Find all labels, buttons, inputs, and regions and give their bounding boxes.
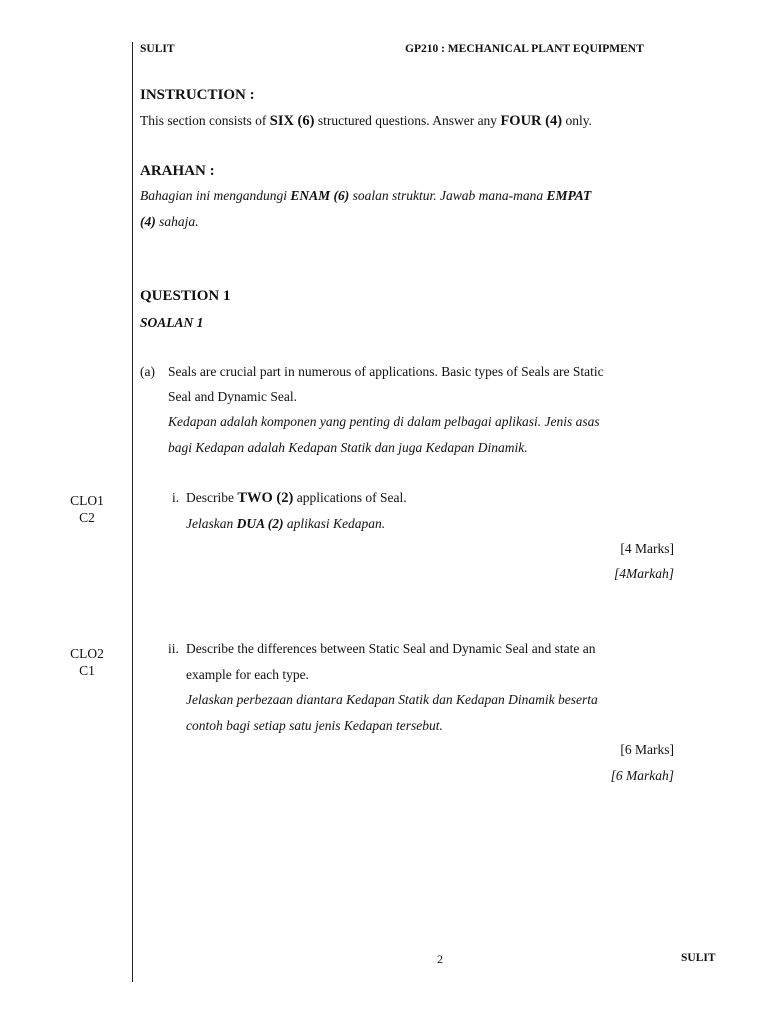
arahan-heading: ARAHAN : [140,163,215,179]
sub-ii-line-2: example for each type. [186,667,309,682]
sub-i-ms-text [186,516,385,532]
arahan-text-part: Bahagian ini mengandungi [140,188,291,203]
sub-i-text-part: applications of Seal. [293,490,407,505]
arahan-four-number: (4) [140,214,156,229]
arahan-line-2 [140,214,199,230]
arahan-text-part: sahaja. [155,214,199,229]
sub-ii-label: ii. [168,641,179,656]
question-title: QUESTION 1 [140,288,231,304]
sub-i-markah: [4Markah] [614,566,674,581]
part-a-line-1: Seals are crucial part in numerous of applications. Basic types of Seals are Static [168,364,604,379]
sub-i-two: TWO (2) [237,490,294,506]
clo-tag-i [57,492,117,526]
cognitive-level: C2 [79,510,95,525]
sub-i-ms-part: Jelaskan [186,516,237,531]
footer-confidential-label: SULIT [681,952,716,964]
sub-i-text [186,490,407,507]
header-course-title: GP210 : MECHANICAL PLANT EQUIPMENT [405,43,644,55]
clo-tag-ii [57,645,117,679]
instruction-text-part: only. [562,113,592,128]
arahan-text-part: soalan struktur. Jawab mana-mana [349,188,547,203]
sub-ii-ms-line-2: contoh bagi setiap satu jenis Kedapan tersebut. [186,718,443,733]
sub-i-text-part: Describe [186,490,238,505]
sub-ii-ms-line-1: Jelaskan perbezaan diantara Kedapan Statik dan Kedapan Dinamik beserta [186,692,598,707]
header-confidential-label: SULIT [140,43,175,55]
sub-i-dua: DUA (2) [236,516,284,531]
sub-i-ms-part: aplikasi Kedapan. [283,516,386,531]
page-number: 2 [437,952,443,966]
part-a-label: (a) [140,364,155,379]
part-a-line-2: Seal and Dynamic Seal. [168,389,297,404]
arahan-empat: EMPAT [546,188,592,203]
instruction-text [140,113,592,130]
sub-ii-marks: [6 Marks] [620,742,674,757]
instruction-text-part: structured questions. Answer any [314,113,501,128]
sub-i-label: i. [172,490,180,505]
arahan-line-1 [140,188,591,204]
instruction-text-part: This section consists of [140,113,270,128]
clo-code: CLO2 [70,646,104,661]
sub-ii-line-1: Describe the differences between Static Seal and Dynamic Seal and state an [186,641,596,656]
part-a-ms-line-2: bagi Kedapan adalah Kedapan Statik dan juga Kedapan Dinamik. [168,440,528,455]
clo-code: CLO1 [70,493,104,508]
instruction-six: SIX (6) [269,113,315,129]
sub-ii-markah: [6 Markah] [610,768,674,783]
instruction-heading: INSTRUCTION : [140,87,255,103]
part-a-ms-line-1: Kedapan adalah komponen yang penting di dalam pelbagai aplikasi. Jenis asas [168,414,600,429]
question-title-ms: SOALAN 1 [140,315,204,330]
instruction-four: FOUR (4) [500,113,563,129]
sub-i-marks: [4 Marks] [620,541,674,556]
margin-rule [132,42,133,982]
arahan-enam: ENAM (6) [290,188,350,203]
cognitive-level: C1 [79,663,95,678]
